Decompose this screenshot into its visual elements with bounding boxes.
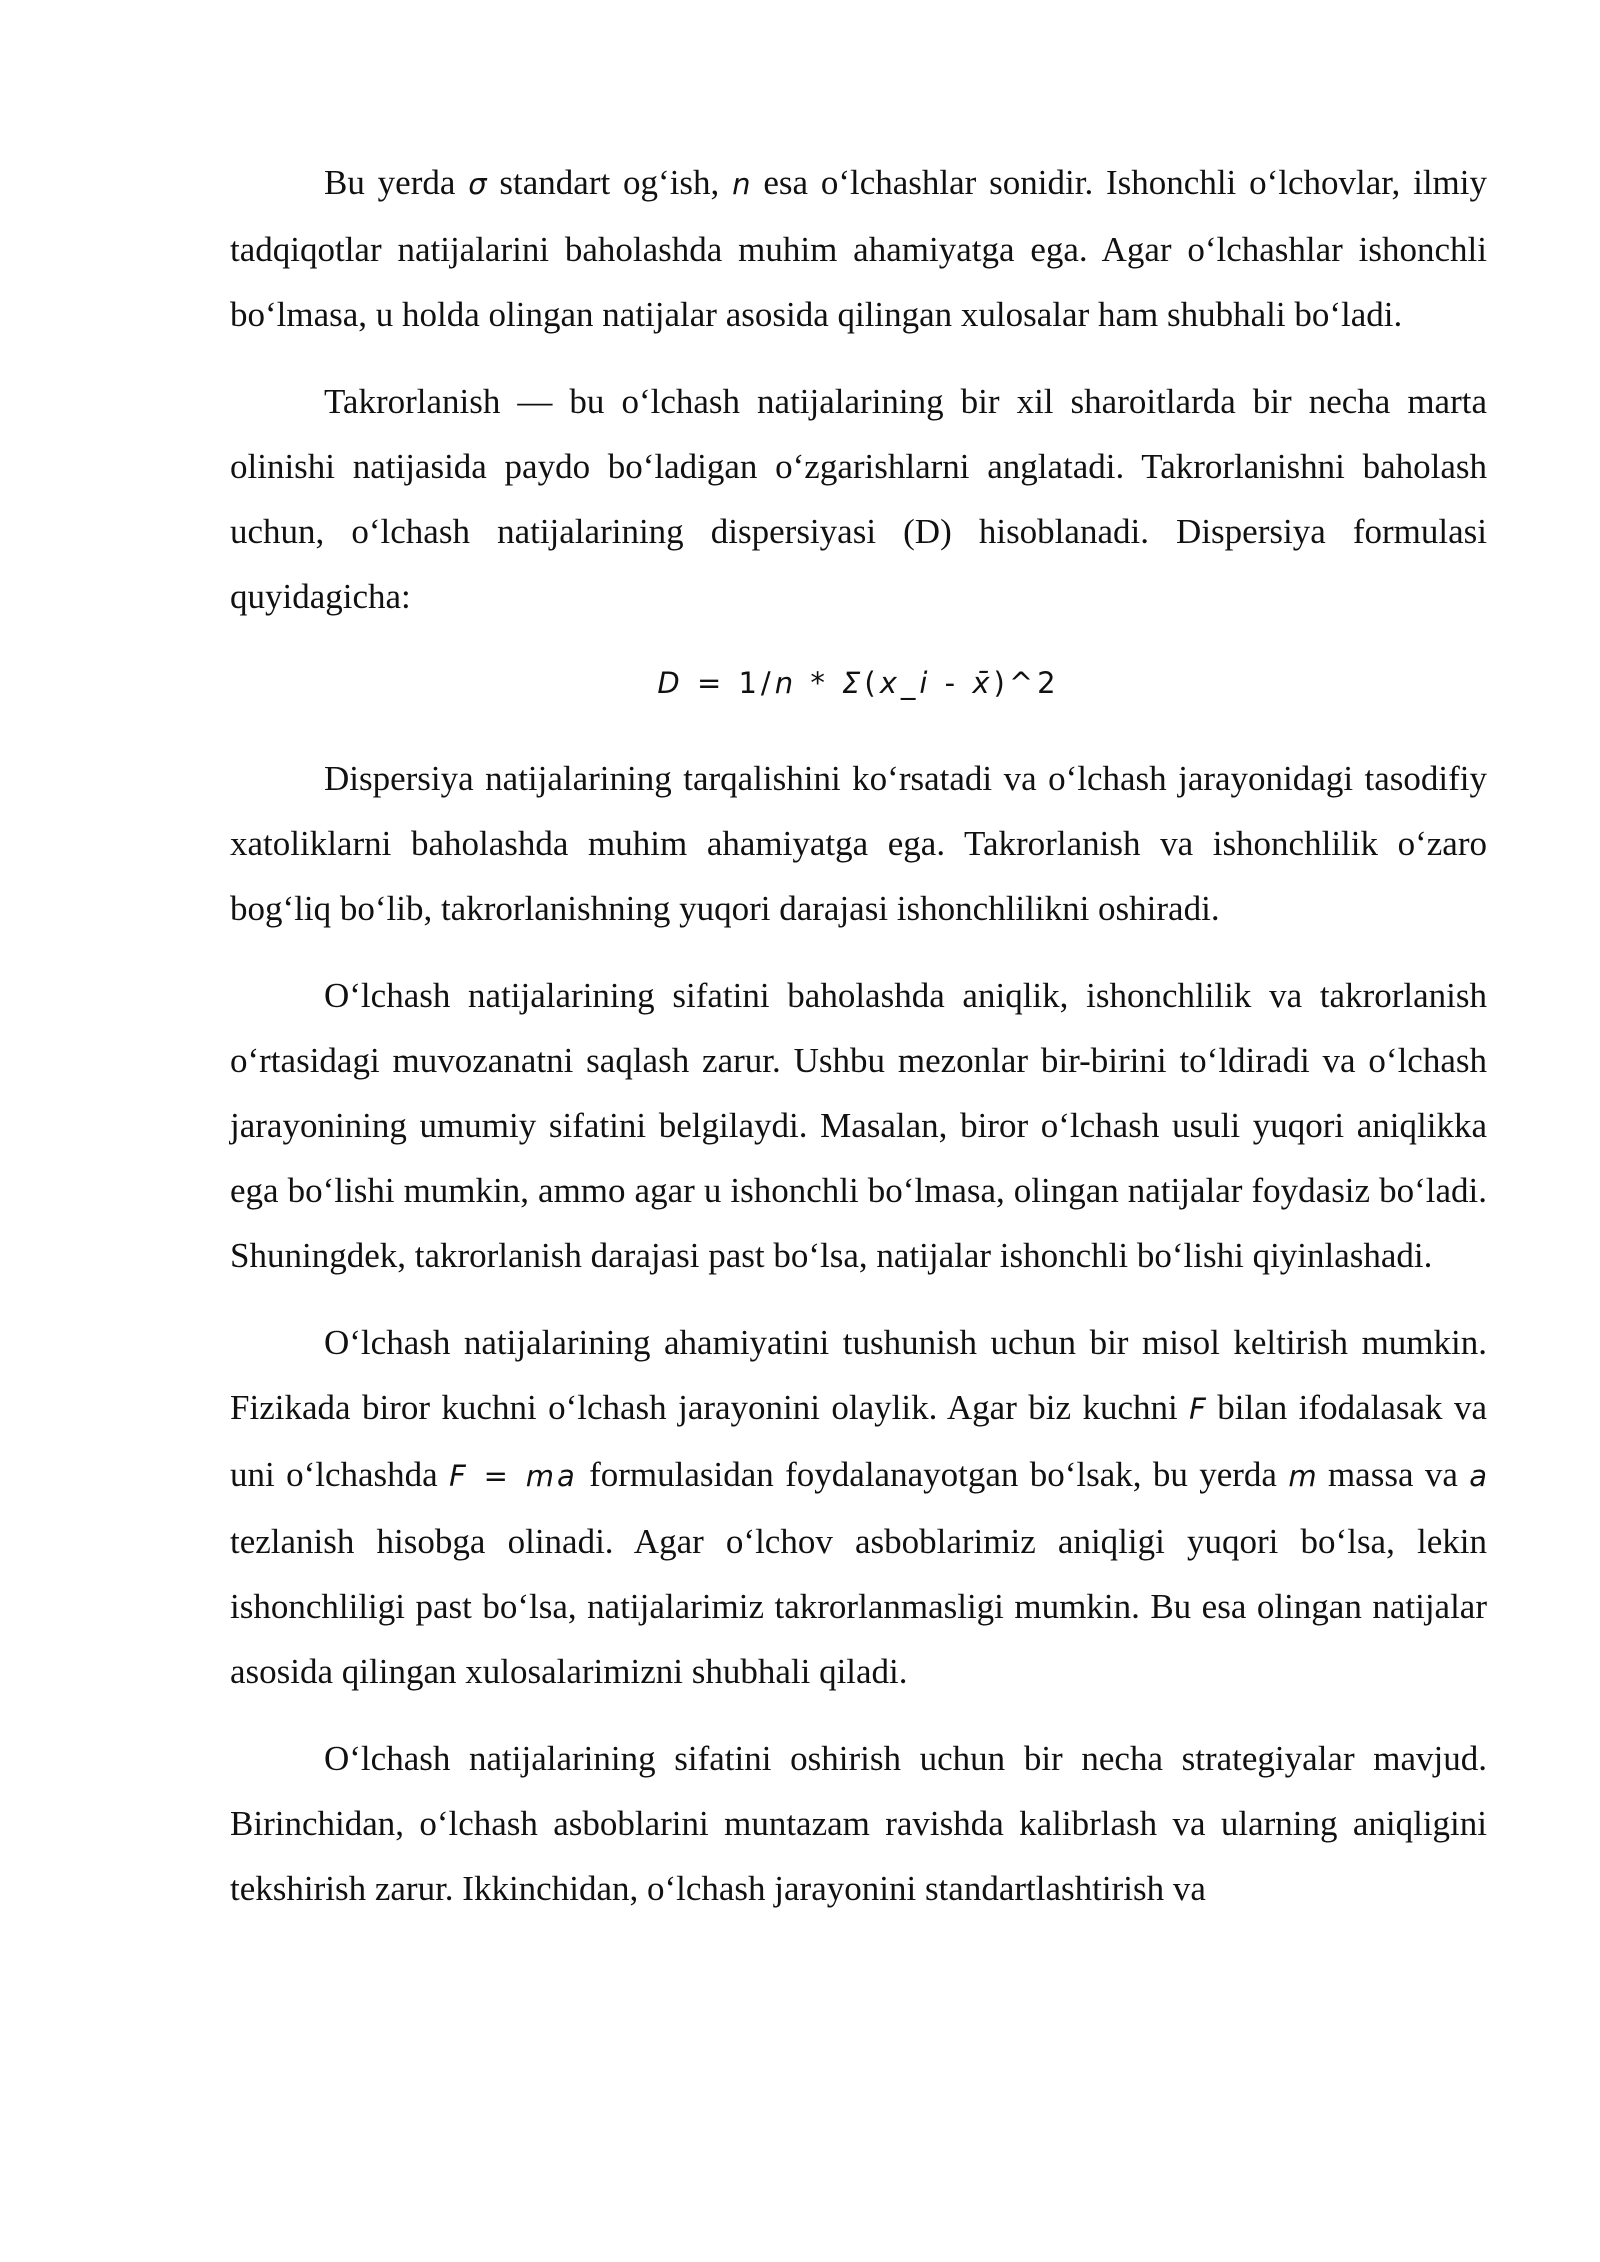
text-run: O‘lchash natijalarining ahamiyatini tushunish uchun bir misol keltirish mumkin. Fizikada biror kuchni o‘lchash jarayonini olaylik. Agar biz kuchni [230,1323,1487,1427]
math-symbol-sigma: σ [468,167,487,201]
formula-part: _ [900,666,920,700]
text-run: bilan ifodalasak va uni o‘lchashda [230,1388,1487,1494]
formula-part: ( [864,666,880,700]
paragraph-5 [230,1310,1487,1704]
math-symbol-m: m [1288,1459,1317,1493]
paragraph-6: O‘lchash natijalarining sifatini oshirish uchun bir necha strategiyalar mavjud. Birinchidan, o‘lchash asboblarini muntazam ravishda kalibrlash va ularning aniqligini tekshirish zarur. Ikkinchidan, o‘lchash jarayonini standartlashtirish va [230,1739,1487,1908]
formula-part: D [657,666,684,700]
paragraph-1 [230,150,1487,347]
text-run: formulasidan foydalanayotgan bo‘lsak, bu yerda [577,1455,1289,1494]
formula-part: x̄ [972,666,994,700]
formula-part: - [931,666,973,700]
formula-part: )^2 [993,666,1060,700]
formula-part: * [797,666,843,700]
dispersion-formula [230,651,1487,716]
text-run: massa va [1316,1455,1470,1494]
math-symbol-a: a [1469,1459,1488,1493]
math-symbol-f: F [1189,1392,1206,1426]
text-run: Bu yerda [324,163,469,202]
text-run: standart og‘ish, [486,163,733,202]
formula-part: i [919,666,932,700]
formula-part: Σ [842,666,865,700]
math-symbol-n: n [732,167,751,201]
paragraph-4: O‘lchash natijalarining sifatini baholashda aniqlik, ishonchlilik va takrorlanish o‘rtasidagi muvozanatni saqlash zarur. Ushbu mezonlar bir-birini to‘ldiradi va o‘lchash jarayonining umumiy sifatini belgilaydi. Masalan, biror o‘lchash usuli yuqori aniqlikka ega bo‘lishi mumkin, ammo agar u ishonchli bo‘lmasa, olingan natijalar foydasiz bo‘ladi. Shuningdek, takrorlanish darajasi past bo‘lsa, natijalar ishonchli bo‘lishi qiyinlashadi. [230,976,1487,1275]
paragraph-3: Dispersiya natijalarining tarqalishini ko‘rsatadi va o‘lchash jarayonidagi tasodifiy xatoliklarni baholashda muhim ahamiyatga ega. Takrorlanish va ishonchlilik o‘zaro bog‘liq bo‘lib, takrorlanishning yuqori darajasi ishonchlilikni oshiradi. [230,759,1487,928]
document-page [230,150,1487,1943]
formula-part: x [879,666,901,700]
text-run: esa o‘lchashlar sonidir. Ishonchli o‘lchovlar, ilmiy tadqiqotlar natijalarini baholashda muhim ahamiyatga ega. Agar o‘lchashlar ishonchli bo‘lmasa, u holda olingan natijalar asosida qilingan xulosalar ham shubhali bo‘ladi. [230,163,1487,334]
math-equation-f-ma: F = ma [449,1459,578,1493]
paragraph-2: Takrorlanish — bu o‘lchash natijalarining bir xil sharoitlarda bir necha marta olinishi natijasida paydo bo‘ladigan o‘zgarishlarni anglatadi. Takrorlanishni baholash uchun, o‘lchash natijalarining dispersiyasi (D) hisoblanadi. Dispersiya formulasi quyidagicha: [230,382,1487,616]
text-run: tezlanish hisobga olinadi. Agar o‘lchov asboblarimiz aniqligi yuqori bo‘lsa, lekin ishonchliligi past bo‘lsa, natijalarimiz takrorlanmasligi mumkin. Bu esa olingan natijalar asosida qilingan xulosalarimizni shubhali qiladi. [230,1522,1487,1691]
formula-part: = 1/ [683,666,775,700]
formula-part: n [774,666,798,700]
